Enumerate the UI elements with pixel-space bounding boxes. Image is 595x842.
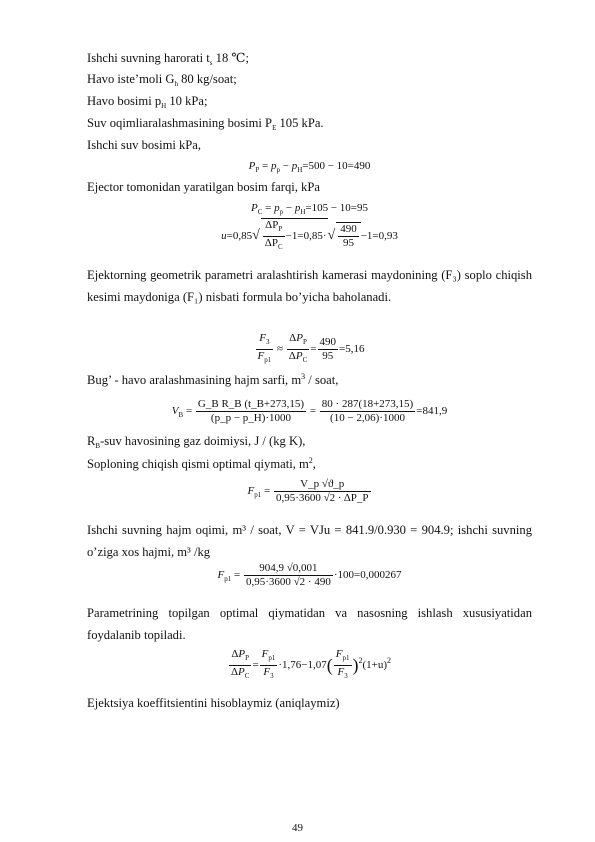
paragraph-pump-characteristic: Parametrining topilgan optimal qiymatidan va nasosning ishlash xususiyatidan foydalanib topiladi. (87, 606, 532, 642)
text-line-nozzle-optimal: Soploning chiqish qismi optimal qiymati, $m^2$, (87, 456, 316, 471)
paragraph-volume-flow-water: Ishchi suvning hajm oqimi, m³ / soat, V = VJu = 841.9/0.930 = 904.9; ishchi suvning o’ziga xos hajmi, m³ /kg (87, 523, 532, 559)
formula-working-pressure: $P_P = p_p - p_H=500 - 10=490$ (248, 160, 371, 174)
formula-pressure-ratio: $\frac{\Delta P_P}{\Delta P_C}$ = $\frac{F_{p1}}{F_3}$ ·1,76−1,07( $\frac{F_{p1}}{F_3}$ )$^2(1+u)^2$ (230, 648, 392, 680)
text-line-working-pressure: Ishchi suv bosimi kPa, (87, 138, 202, 152)
text-line-volume-flow: Bug’ - havo aralashmasining hajm sarfi, $m^3$ / soat, (87, 372, 339, 387)
text-line-air-consumption: Havo iste’moli $G_h$ 80 kg/soat; (87, 72, 237, 88)
formula-ejection-u: u=0,85√ $\frac{\Delta P_P}{\Delta P_C}$ −1=0,85·√ $\frac{490}{95}$ −1=0,93 (87, 218, 532, 254)
page-number: 49 (292, 822, 303, 834)
text-line-mixture-pressure: Suv oqimliaralashmasining bosimi $P_E$ 105 kPa. (87, 116, 324, 132)
text-line-ejection-coefficient: Ejektsiya koeffitsientini hisoblaymiz (aniqlaymiz) (87, 696, 340, 710)
paragraph-geometric-parameter: Ejektorning geometrik parametri aralashtirish kamerasi maydonining (F₃) soplo chiqish kesimi maydoniga (F₁) nisbati formula bo’yicha baholanadi. (87, 268, 532, 304)
text-line-air-pressure: Havo bosimi $p_H$ 10 kPa; (87, 94, 208, 110)
formula-nozzle-area: $F_{p1}$ = $\frac{V\_p √ϑ\_p}{0,95\cdot 3600 √2 \cdot \Delta P\_P}$ (247, 478, 369, 504)
text-line-temperature: Ishchi suvning harorati $t_s$ 18 ℃; (87, 51, 249, 67)
text-line-gas-constant: $R_B$-suv havosining gaz doimiysi, J / (kg K), (87, 434, 306, 450)
formula-pressure-difference: $P_C = p_p - p_H=105 - 10=95$ (250, 202, 369, 216)
formula-nozzle-area-value: $F_{p1}$ = $\frac{904,9 √0,001}{0,95\cdot 3600 √2 \cdot 490}$ ·100=0,000267 (217, 562, 402, 588)
text-line-ejector-pressure: Ejector tomonidan yaratilgan bosim farqi, kPa (87, 180, 320, 194)
formula-area-ratio: $\frac{F_3}{F_{p1}}$ ≈ $\frac{\Delta P_P}{\Delta P_C}$ = $\frac{490}{95}$ =5,16 (257, 332, 365, 364)
formula-volume-flow: $V_B$ = $\frac{\text{G\_B R\_B (t\_B+273,15)}}{(p\_p - p\_H)\cdot 1000}$ = $\frac{80 \cdot 287(18+273,15)}{(10 - 2,06)\cdot 1000}$ =841,9 (171, 398, 448, 424)
